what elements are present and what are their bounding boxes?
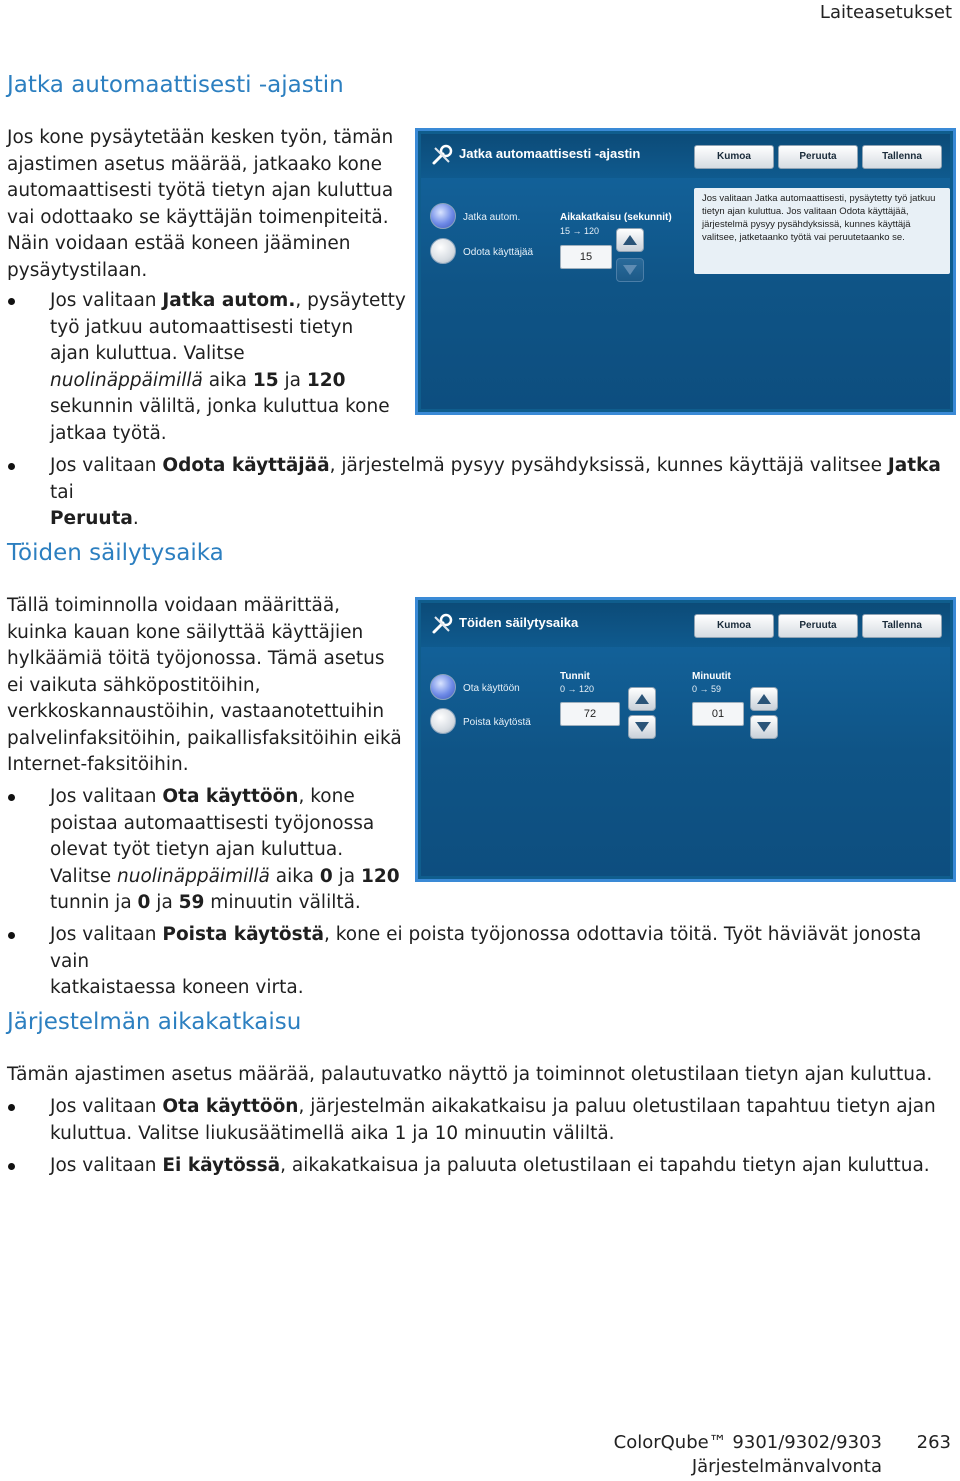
section3-bullet-2: [50, 1153, 930, 1180]
section-heading-auto-resume: Jatka automaattisesti -ajastin: [7, 72, 344, 98]
option-name: Odota käyttäjää: [162, 455, 330, 476]
radio-ota-kayttoon[interactable]: [430, 674, 456, 700]
option-name: Ota käyttöön: [162, 786, 299, 807]
intro-line: ajastimen asetus määrää, jatkaako kone: [7, 153, 382, 175]
text: Jos valitaan: [50, 786, 163, 807]
peruuta-button[interactable]: Peruuta: [778, 145, 858, 169]
option-name: Jatka autom.: [162, 290, 296, 311]
text: tai: [50, 481, 74, 503]
arrow-up-icon: [635, 694, 649, 704]
text: tunnin ja: [50, 892, 138, 913]
radio-poista-kaytosta[interactable]: [430, 708, 456, 734]
intro-line: Tällä toiminnolla voidaan määrittää,: [7, 595, 341, 616]
bullet-icon: [8, 794, 15, 801]
screen-auto-resume: [415, 128, 956, 415]
footer-product: ColorQube™ 9301/9302/9303: [613, 1432, 882, 1453]
text: olevat työt tietyn ajan kuluttua.: [50, 839, 344, 860]
text: Jos valitaan: [50, 1155, 163, 1176]
footer-chapter: Järjestelmänvalvonta: [691, 1456, 882, 1477]
text: , pysäytetty: [295, 290, 406, 311]
field-label: Aikakatkaisu (sekunnit): [560, 212, 672, 223]
value: 0: [137, 892, 151, 913]
option-name: Jatka: [887, 455, 941, 476]
intro-line: kuinka kauan kone säilyttää käyttäjien: [7, 621, 364, 643]
arrow-up-icon: [757, 694, 771, 704]
tallenna-button[interactable]: Tallenna: [862, 145, 942, 169]
text: , kone ei poista työjonossa odottavia töitä. Työt häviävät jonosta vain: [50, 924, 922, 972]
field-label: Tunnit: [560, 671, 590, 682]
arrow-up-icon: [623, 235, 637, 245]
field-range: 15 → 120: [560, 226, 600, 236]
intro-line: palvelinfaksitöihin, paikallisfaksitöihin eikä: [7, 727, 402, 749]
section2-bullet-1: [50, 784, 400, 917]
page-number: 263: [916, 1432, 951, 1453]
text: Jos valitaan: [50, 924, 163, 945]
text: kuluttua. Valitse liukusäätimellä aika 1 ja 10 minuutin väliltä.: [50, 1122, 615, 1144]
radio-label: Poista käytöstä: [463, 717, 531, 728]
intro-line: Näin voidaan estää koneen jääminen: [7, 233, 351, 254]
section1-bullet-1: [50, 288, 406, 447]
wrench-icon: [431, 613, 453, 635]
radio-odota-kayttajaa[interactable]: [430, 238, 456, 264]
intro-line: Internet-faksitöihin.: [7, 754, 189, 775]
text: ja: [278, 369, 307, 391]
intro-line: automaattisesti työtä tietyn ajan kuluttua: [7, 180, 394, 201]
hours-down-button[interactable]: [628, 715, 656, 739]
text: minuutin väliltä.: [204, 892, 361, 913]
arrow-down-icon: [623, 265, 637, 275]
arrow-up-button[interactable]: [616, 228, 644, 252]
bullet-icon: [8, 463, 15, 470]
text: Jos valitaan: [50, 290, 163, 311]
text: Valitse: [50, 865, 117, 887]
tallenna-button[interactable]: Tallenna: [862, 614, 942, 638]
kumoa-button[interactable]: Kumoa: [694, 145, 774, 169]
value: 15: [252, 369, 279, 391]
intro-line: vai odottaako se käyttäjän toimenpiteitä.: [7, 206, 389, 228]
section3-intro: Tämän ajastimen asetus määrää, palautuvatko näyttö ja toiminnot oletustilaan tietyn ajan kuluttua.: [7, 1064, 933, 1085]
info-text: Jos valitaan Jatka automaattisesti, pysäytetty työ jatkuu tietyn ajan kuluttua. Jos valitaan Odota käyttäjää, järjestelmä pysyy pysähdyksissä, kunnes käyttäjä valitsee, jatketaanko työtä vai peruutetaanko se.: [702, 193, 936, 243]
radio-label: Jatka autom.: [463, 212, 521, 223]
bullet-icon: [8, 932, 15, 939]
text: työ jatkuu automaattisesti tietyn: [50, 316, 354, 338]
intro-line: verkkoskannaustöihin, vastaanotettuihin: [7, 701, 385, 722]
section1-bullet-2: [50, 453, 960, 533]
section-heading-job-retention: Töiden säilytysaika: [7, 540, 224, 566]
arrow-down-icon: [757, 722, 771, 732]
option-name: Ei käytössä: [162, 1155, 281, 1176]
section1-intro: [7, 125, 393, 284]
field-label: Minuutit: [692, 671, 731, 682]
value: 120: [306, 369, 346, 391]
radio-jatka-autom[interactable]: [430, 203, 456, 229]
screen-titlebar: [421, 603, 950, 647]
section2-intro: [7, 593, 402, 779]
screen-job-retention: [415, 597, 956, 882]
bullet-icon: [8, 298, 15, 305]
text: ajan kuluttua. Valitse: [50, 343, 245, 364]
text: aika: [202, 369, 253, 391]
option-name: Ota käyttöön: [162, 1096, 299, 1117]
intro-line: hylkäämiä töitä työjonossa. Tämä asetus: [7, 648, 385, 669]
option-name: Poista käytöstä: [162, 924, 324, 945]
bullet-icon: [8, 1104, 15, 1111]
value: 0: [319, 865, 333, 887]
text: , kone: [298, 786, 355, 807]
running-head: Laiteasetukset: [819, 2, 952, 23]
info-box: [694, 188, 950, 274]
value: 59: [178, 892, 205, 913]
arrow-down-icon: [635, 722, 649, 732]
text: ja: [332, 865, 361, 887]
text: Jos valitaan: [50, 455, 163, 476]
text: aika: [269, 865, 320, 887]
text: Jos valitaan: [50, 1096, 163, 1117]
section2-bullet-2: [50, 922, 960, 1002]
minutes-value-field[interactable]: 01: [692, 702, 744, 726]
text: nuolinäppäimillä: [117, 865, 270, 887]
intro-line: ei vaikuta sähköpostitöihin,: [7, 674, 261, 696]
screen-titlebar: [421, 134, 950, 178]
text: sekunnin väliltä, jonka kuluttua kone: [50, 396, 390, 417]
kumoa-button[interactable]: Kumoa: [694, 614, 774, 638]
minutes-down-button[interactable]: [750, 715, 778, 739]
value: 120: [360, 865, 400, 887]
peruuta-button[interactable]: Peruuta: [778, 614, 858, 638]
screen-title: Töiden säilytysaika: [459, 615, 579, 630]
text: , järjestelmän aikakatkaisu ja paluu oletustilaan tapahtuu tietyn ajan: [298, 1096, 936, 1117]
text: , aikakatkaisua ja paluuta oletustilaan ei tapahdu tietyn ajan kuluttua.: [280, 1155, 930, 1176]
radio-label: Ota käyttöön: [463, 683, 520, 694]
wrench-icon: [431, 144, 453, 166]
field-range: 0 → 59: [692, 684, 722, 694]
timeout-value-field[interactable]: 15: [560, 245, 612, 269]
text: katkaistaessa koneen virta.: [50, 977, 304, 998]
arrow-down-button[interactable]: [616, 258, 644, 282]
text: nuolinäppäimillä: [50, 369, 203, 391]
text: .: [132, 508, 139, 529]
section-heading-system-timeout: Järjestelmän aikakatkaisu: [7, 1009, 302, 1035]
text: ja: [150, 892, 179, 913]
minutes-up-button[interactable]: [750, 687, 778, 711]
hours-value-field[interactable]: 72: [560, 702, 620, 726]
field-range: 0 → 120: [560, 684, 595, 694]
intro-line: pysäytystilaan.: [7, 259, 148, 281]
radio-label: Odota käyttäjää: [463, 247, 534, 258]
screen-title: Jatka automaattisesti -ajastin: [459, 146, 641, 161]
option-name: Peruuta: [50, 508, 133, 529]
text: poistaa automaattisesti työjonossa: [50, 812, 375, 834]
text: jatkaa työtä.: [50, 422, 167, 444]
section3-bullet-1: [50, 1094, 936, 1147]
text: , järjestelmä pysyy pysähdyksissä, kunnes käyttäjä valitsee: [329, 455, 888, 476]
intro-line: Jos kone pysäytetään kesken työn, tämän: [7, 127, 394, 148]
bullet-icon: [8, 1163, 15, 1170]
hours-up-button[interactable]: [628, 687, 656, 711]
